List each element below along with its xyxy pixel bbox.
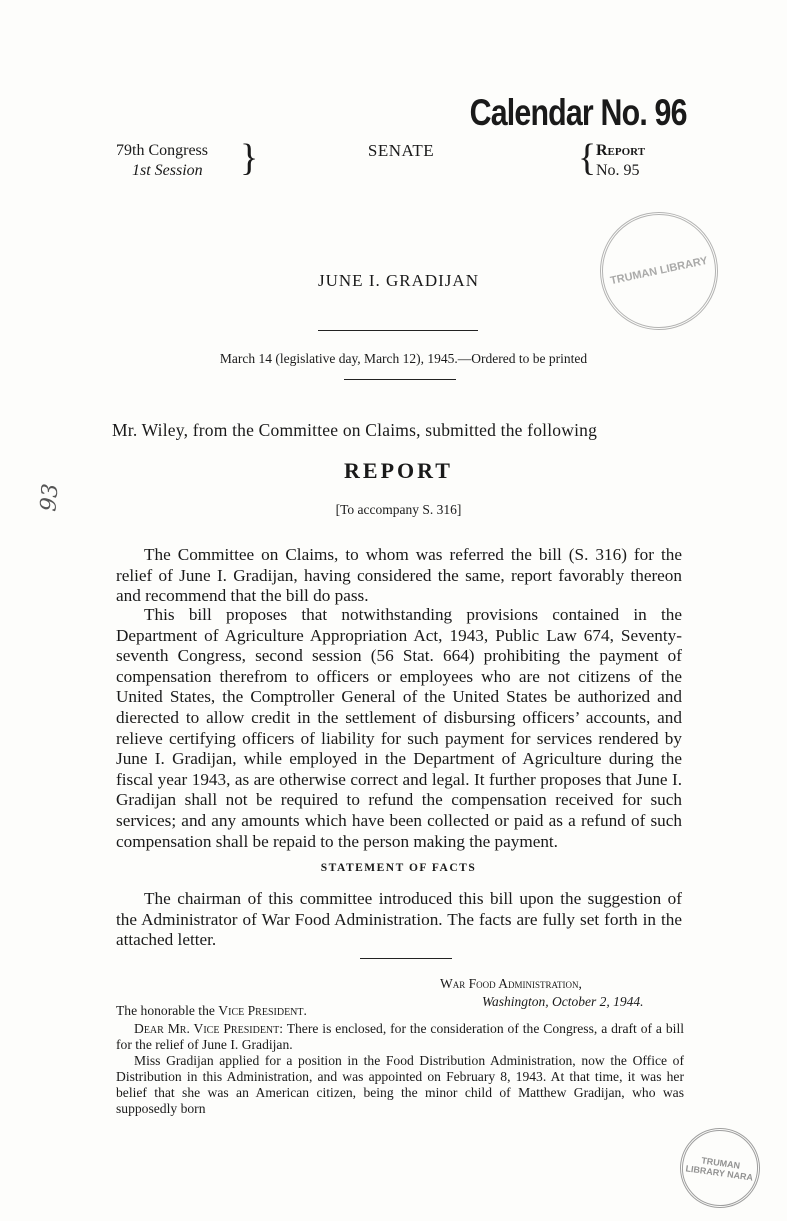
chamber: SENATE (367, 141, 435, 160)
paragraph-3 (116, 889, 682, 951)
report-number: No. 95 (596, 162, 640, 179)
letter-sender: War Food Administration, (440, 976, 582, 991)
letter-addressee (116, 1003, 307, 1019)
left-brace: } (240, 137, 259, 179)
report-label: Report (596, 142, 646, 159)
accompany-note: [To accompany S. 316] (335, 502, 462, 517)
calendar-number: Calendar No. 96 (469, 92, 687, 133)
paragraph-text: The chairman of this committee introduced this bill upon the suggestion of the Administrator of War Food Administration. The facts are fully set forth in the attached letter. (116, 889, 682, 950)
addressee-prefix: The honorable the (116, 1003, 219, 1018)
handwritten-margin-note: 93 (36, 482, 64, 513)
session: 1st Session (132, 162, 203, 179)
letter-text: Miss Gradijan applied for a position in the Food Distribution Administration, now the Office of Distribution in this Administration, and was appointed on February 8, 1943. At that time, it was her belief that she was an American citizen, being the minor child of Matthew Gradijan, who was supposedly born (116, 1053, 684, 1116)
letter-salutation: Dear Mr. Vice President: (134, 1021, 284, 1036)
report-number-block (596, 141, 645, 181)
letter-text: There is enclosed, for the consideration of the Congress, a draft of a bill for the relief of June I. Gradijan. (116, 1021, 684, 1052)
congress: 79th Congress (116, 142, 208, 159)
section-heading: STATEMENT OF FACTS (320, 862, 477, 874)
divider (344, 379, 456, 380)
library-stamp: TRUMAN LIBRARY NARA (675, 1123, 765, 1213)
date-line: March 14 (legislative day, March 12), 1945.—Ordered to be printed (219, 351, 588, 366)
submitted-by: Mr. Wiley, from the Committee on Claims, submitted the following (112, 420, 598, 440)
paragraph-text: The Committee on Claims, to whom was referred the bill (S. 316) for the relief of June I. Gradijan, having considered the same, report favorably thereon and recommend that the bill do pass. (116, 545, 682, 606)
document-title: JUNE I. GRADIJAN (318, 271, 479, 290)
letter-place-date: Washington, October 2, 1944. (482, 994, 644, 1009)
letter-paragraph-2 (116, 1053, 684, 1117)
addressee-title: Vice President. (218, 1003, 307, 1018)
divider (360, 958, 452, 959)
report-heading: REPORT (344, 458, 453, 483)
paragraph-text: This bill proposes that notwithstanding provisions contained in the Department of Agriculture Appropriation Act, 1943, Public Law 674, Seventy-seventh Congress, second session (56 Stat. 664) prohibiting the payment of compensation therefrom to officers or employees who are not citizens of the United States, the Comptroller General of the United States be authorized and dierected to allow credit in the settlement of disbursing officers’ accounts, and relieve certifying officers of liability for such payment for services rendered by June I. Gradijan, while employed in the Department of Agriculture during the fiscal year 1943, as are otherwise correct and legal. It further proposes that June I. Gradijan shall not be required to refund the compensation received for such services; and any amounts which have been collected or paid as a refund of such compensation shall be repaid to the person making the payment. (116, 605, 682, 851)
library-stamp: TRUMAN LIBRARY (589, 201, 729, 341)
report-header (116, 138, 686, 186)
right-brace: { (578, 137, 597, 179)
paragraph-1 (116, 545, 682, 607)
letter-sender-block (440, 975, 644, 1011)
paragraph-2 (116, 605, 682, 852)
divider (318, 330, 478, 331)
letter-paragraph-1 (116, 1021, 684, 1053)
